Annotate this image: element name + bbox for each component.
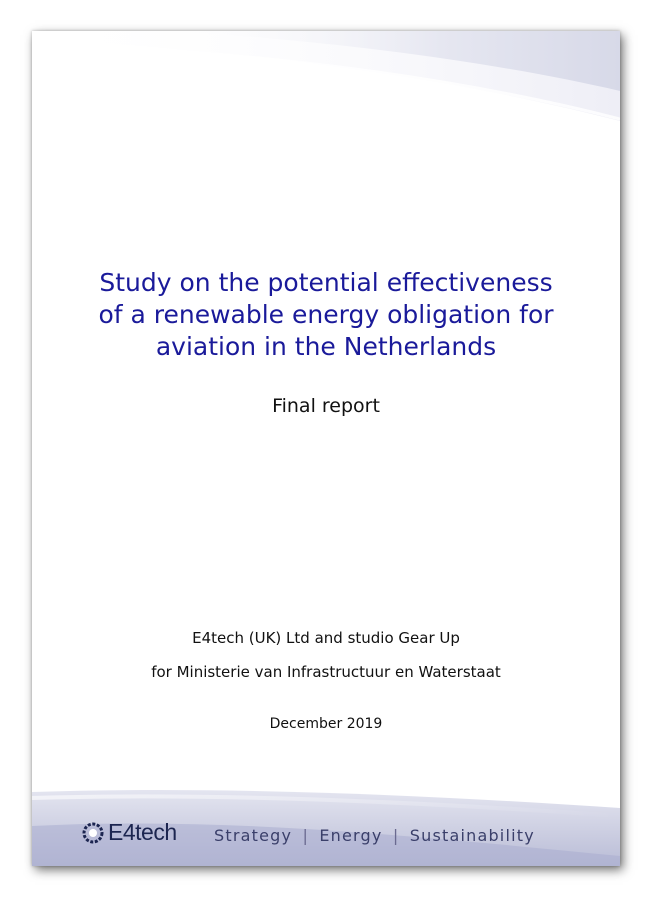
report-subtitle: Final report [272, 395, 380, 417]
top-decorative-swoosh [32, 31, 620, 126]
tagline-sustainability: Sustainability [409, 826, 535, 845]
report-client: for Ministerie van Infrastructuur en Waterstaat [151, 663, 501, 681]
e4tech-logo-icon [82, 822, 104, 844]
report-cover-page [32, 31, 620, 866]
title-line-2: of a renewable energy obligation for [98, 300, 554, 329]
tagline-separator: | [302, 826, 310, 845]
report-date: December 2019 [269, 716, 383, 732]
logo-wordmark: E4tech [108, 819, 177, 845]
tagline-strategy: Strategy [214, 826, 293, 845]
report-title [52, 267, 600, 363]
e4tech-logo [82, 819, 177, 846]
report-authors: E4tech (UK) Ltd and studio Gear Up [192, 629, 460, 647]
footer-tagline [214, 826, 535, 845]
title-line-3: aviation in the Netherlands [155, 332, 497, 361]
tagline-energy: Energy [319, 826, 383, 845]
title-line-1: Study on the potential effectiveness [99, 268, 553, 297]
tagline-separator: | [392, 826, 400, 845]
